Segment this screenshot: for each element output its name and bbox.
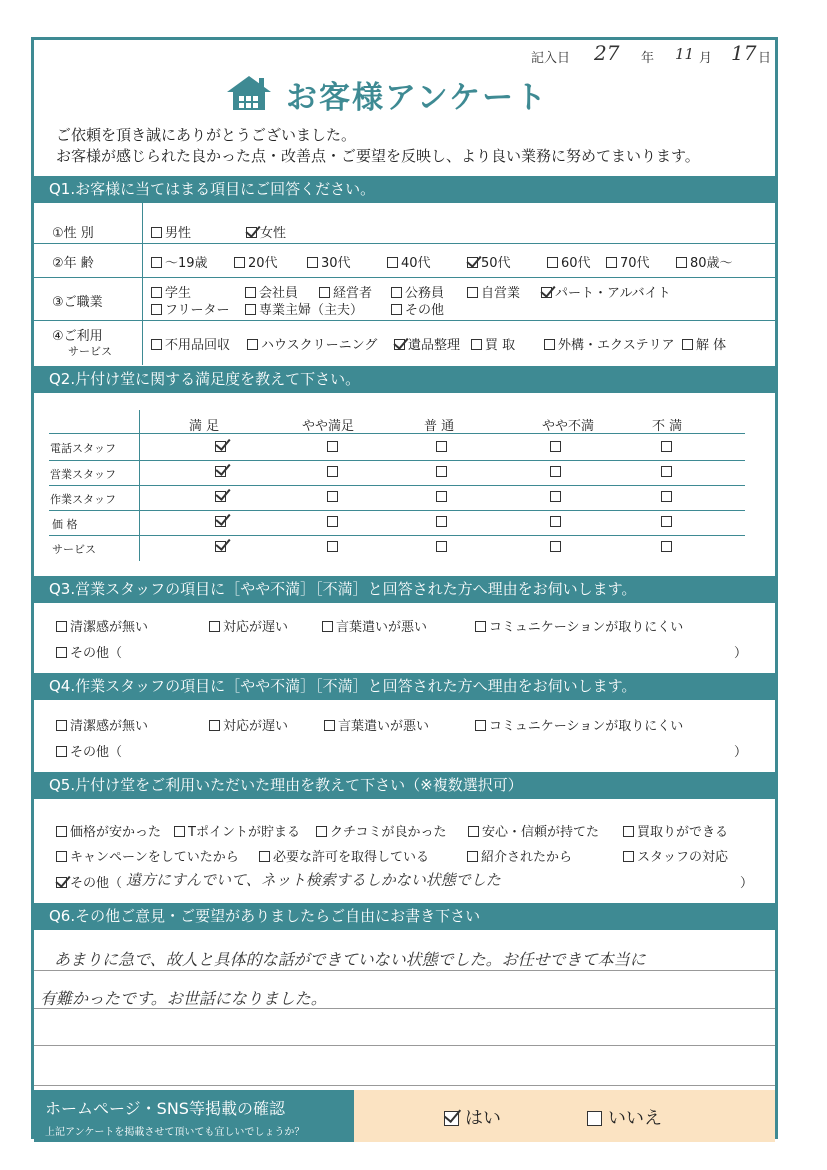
q5-other-text: 遠方にすんでいて、ネット検索するしかない状態でした	[126, 871, 501, 889]
title-block	[226, 72, 548, 117]
q4-option[interactable]: 清潔感が無い	[56, 715, 148, 734]
yes-checkbox[interactable]	[444, 1111, 459, 1126]
age-option[interactable]: 60代	[547, 252, 591, 271]
sat-checkbox[interactable]	[550, 466, 561, 477]
job-option[interactable]: 経営者	[319, 282, 372, 301]
q3-other-close: ）	[734, 646, 748, 661]
q3-option[interactable]: 対応が遅い	[209, 616, 288, 635]
service-option-estate[interactable]: 遺品整理	[394, 334, 460, 353]
sat-row-label: 電話スタッフ	[50, 442, 116, 455]
sat-checkbox[interactable]	[215, 541, 226, 552]
age-option[interactable]: 40代	[387, 252, 431, 271]
publish-confirm-subtitle: 上記アンケートを掲載させて頂いても宜しいでしょうか？	[45, 1127, 305, 1138]
house-logo-icon	[226, 75, 272, 115]
q5-option[interactable]: クチコミが良かった	[316, 821, 446, 840]
service-option[interactable]: ハウスクリーニング	[247, 334, 377, 353]
service-option[interactable]: 買 取	[471, 334, 515, 353]
gender-option-female[interactable]: 女性	[246, 222, 286, 241]
page-title: お客様アンケート	[286, 80, 549, 116]
sat-checkbox[interactable]	[215, 516, 226, 527]
service-option[interactable]: 不用品回収	[151, 334, 230, 353]
sat-checkbox[interactable]	[327, 491, 338, 502]
job-option[interactable]: 会社員	[245, 282, 298, 301]
age-option[interactable]: 30代	[307, 252, 351, 271]
q6-heading: Q6.その他ご意見・ご要望がありましたらご自由にお書き下さい	[34, 903, 775, 930]
sat-checkbox[interactable]	[661, 541, 672, 552]
sat-col-header: 普 通	[424, 419, 455, 434]
date-day-label: 日	[758, 51, 772, 66]
date-label: 記入日	[531, 51, 571, 66]
publish-confirm-panel	[34, 1090, 354, 1142]
sat-col-header: 不 満	[652, 419, 683, 434]
age-option[interactable]: 80歳～	[676, 252, 733, 271]
sat-checkbox[interactable]	[215, 466, 226, 477]
sat-checkbox[interactable]	[215, 441, 226, 452]
sat-checkbox[interactable]	[661, 441, 672, 452]
age-option-50s[interactable]: 50代	[467, 252, 511, 271]
q6-comment-line-2: 有難かったです。お世話になりました。	[40, 989, 327, 1008]
q5-option[interactable]: Tポイントが貯まる	[174, 821, 300, 840]
q4-option[interactable]: コミュニケーションが取りにくい	[475, 715, 683, 734]
q5-option[interactable]: 安心・信頼が持てた	[468, 821, 599, 840]
male-checkbox[interactable]	[151, 227, 162, 238]
sat-row-label: 作業スタッフ	[50, 493, 116, 506]
q4-other-close: ）	[734, 745, 748, 760]
age-option[interactable]: ～19歳	[151, 252, 208, 271]
sat-checkbox[interactable]	[661, 516, 672, 527]
publish-confirm-title: ホームページ・SNS等掲載の確認	[45, 1099, 285, 1118]
q5-option[interactable]: 買取りができる	[623, 821, 728, 840]
date-year-label: 年	[641, 51, 655, 66]
date-month-label: 月	[699, 51, 713, 66]
q4-other[interactable]: その他（	[56, 741, 122, 760]
sat-checkbox[interactable]	[436, 516, 447, 527]
age-label: ②年 齢	[52, 256, 94, 271]
q5-heading: Q5.片付け堂をご利用いただいた理由を教えて下さい（※複数選択可）	[34, 772, 775, 799]
sat-col-header: やや不満	[542, 419, 595, 434]
no-checkbox[interactable]	[587, 1111, 602, 1126]
survey-form	[31, 37, 778, 1139]
intro-line-2: お客様が感じられた良かった点・改善点・ご要望を反映し、より良い業務に努めてまいります。	[56, 147, 700, 165]
service-sublabel: サービス	[68, 345, 112, 358]
job-option-part-time[interactable]: パート・アルバイト	[541, 282, 671, 301]
intro-line-1: ご依頼を頂き誠にありがとうございました。	[56, 126, 357, 144]
sat-checkbox[interactable]	[550, 516, 561, 527]
q2-heading: Q2.片付け堂に関する満足度を教えて下さい。	[34, 366, 775, 393]
sat-checkbox[interactable]	[436, 466, 447, 477]
q1-heading: Q1.お客様に当てはまる項目にご回答ください。	[34, 176, 775, 203]
publish-answer-panel	[354, 1090, 775, 1142]
job-option[interactable]: 学生	[151, 282, 191, 301]
sat-row-label: 営業スタッフ	[50, 468, 116, 481]
sat-checkbox[interactable]	[550, 441, 561, 452]
sat-checkbox[interactable]	[327, 466, 338, 477]
publish-yes-option[interactable]: はい	[444, 1104, 501, 1130]
sat-checkbox[interactable]	[327, 541, 338, 552]
gender-option-male[interactable]: 男性	[151, 222, 191, 241]
service-option[interactable]: 外構・エクステリア	[544, 334, 675, 353]
sat-checkbox[interactable]	[550, 491, 561, 502]
sat-checkbox[interactable]	[327, 441, 338, 452]
job-option[interactable]: 専業主婦（主夫）	[245, 299, 363, 318]
q5-option[interactable]: 必要な許可を取得している	[259, 846, 429, 865]
q5-option[interactable]: 紹介されたから	[467, 846, 572, 865]
sat-checkbox[interactable]	[661, 466, 672, 477]
q5-other[interactable]: その他（	[56, 872, 122, 891]
q5-option[interactable]: キャンペーンをしていたから	[56, 846, 239, 865]
sat-row-label: 価 格	[52, 518, 78, 531]
sat-checkbox[interactable]	[436, 541, 447, 552]
date-month-value: 11	[675, 45, 695, 63]
q3-option[interactable]: コミュニケーションが取りにくい	[475, 616, 683, 635]
sat-col-header: やや満足	[302, 419, 355, 434]
job-option[interactable]: 自営業	[467, 282, 520, 301]
job-label: ③ご職業	[52, 295, 103, 310]
sat-checkbox[interactable]	[436, 441, 447, 452]
q3-option[interactable]: 清潔感が無い	[56, 616, 148, 635]
q3-other[interactable]: その他（	[56, 642, 122, 661]
q5-other-close: ）	[740, 876, 754, 891]
job-option[interactable]: その他	[391, 299, 444, 318]
q4-heading: Q4.作業スタッフの項目に［やや不満］［不満］と回答された方へ理由をお伺いします。	[34, 673, 775, 700]
sat-row-label: サービス	[52, 543, 96, 556]
job-option[interactable]: フリーター	[151, 299, 229, 318]
date-day-value: 17	[731, 41, 757, 65]
q3-heading: Q3.営業スタッフの項目に［やや不満］［不満］と回答された方へ理由をお伺いします。	[34, 576, 775, 603]
service-label: ④ご利用	[52, 329, 103, 344]
female-checkbox[interactable]	[246, 227, 257, 238]
sat-col-header: 満 足	[189, 419, 220, 434]
age-option[interactable]: 70代	[606, 252, 650, 271]
sat-checkbox[interactable]	[215, 491, 226, 502]
q3-option[interactable]: 言葉遣いが悪い	[322, 616, 427, 635]
sat-checkbox[interactable]	[550, 541, 561, 552]
job-option[interactable]: 公務員	[391, 282, 444, 301]
sat-checkbox[interactable]	[327, 516, 338, 527]
q5-option[interactable]: 価格が安かった	[56, 821, 161, 840]
age-option[interactable]: 20代	[234, 252, 278, 271]
q4-option[interactable]: 対応が遅い	[209, 715, 288, 734]
publish-no-option[interactable]: いいえ	[587, 1104, 662, 1130]
gender-label: ①性 別	[52, 226, 94, 241]
sat-checkbox[interactable]	[661, 491, 672, 502]
service-option[interactable]: 解 体	[682, 334, 726, 353]
date-year-value: 27	[594, 41, 620, 65]
q4-option[interactable]: 言葉遣いが悪い	[324, 715, 429, 734]
q6-comment-line-1: あまりに急で、故人と具体的な話ができていない状態でした。お任せできて本当に	[54, 950, 646, 969]
q5-option[interactable]: スタッフの対応	[623, 846, 728, 865]
sat-checkbox[interactable]	[436, 491, 447, 502]
